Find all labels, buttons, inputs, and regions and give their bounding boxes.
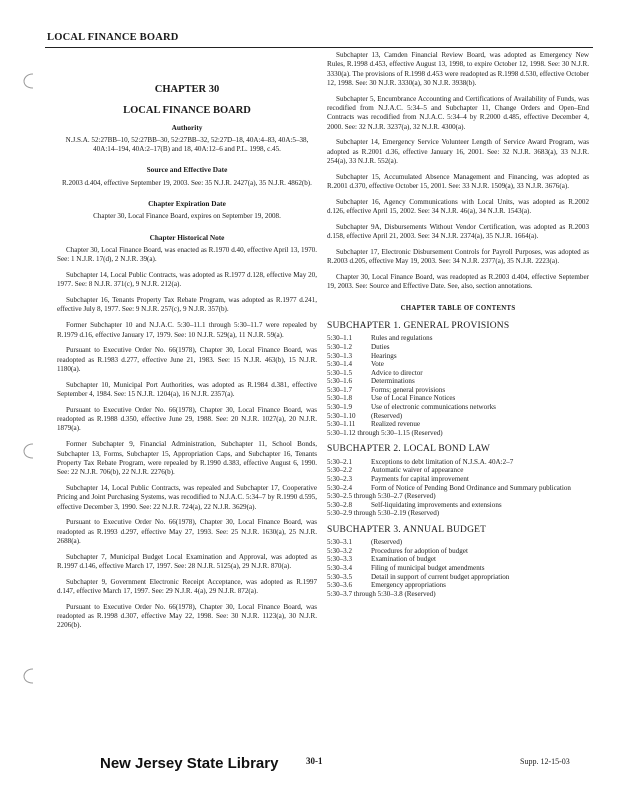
toc-entry — [327, 343, 589, 352]
history-paragraph: Subchapter 14, Emergency Service Volunteer Length of Service Award Program, was adopted as R.2001 d.36, effective January 16, 2001. See: 32 N.J.R. 3683(a), 33 N.J.R. 254(a), 33 N.J.R. 552(a). — [327, 138, 589, 165]
toc-entry-title: Payments for capital improvement — [371, 474, 469, 483]
toc-heading: CHAPTER TABLE OF CONTENTS — [400, 304, 516, 312]
authority-heading: Authority — [171, 122, 203, 132]
expiration-text: Chapter 30, Local Finance Board, expires on September 19, 2008. — [93, 212, 281, 221]
toc-entry-title: Forms; general provisions — [371, 385, 446, 394]
toc-entry-title: Use of electronic communications networks — [371, 403, 496, 412]
toc-entry — [327, 555, 589, 564]
history-paragraph: Chapter 30, Local Finance Board, was readopted as R.2003 d.404, effective September 19, 2003. See: Source and Effective Date. See, also, section annotations. — [327, 273, 589, 291]
history-paragraph: Pursuant to Executive Order No. 66(1978), Chapter 30, Local Finance Board, was readopted as R.1998 d.307, effective May 22, 1998. See: 30 N.J.R. 1123(a), 30 N.J.R. 2206(b). — [57, 602, 317, 630]
toc-entry-number: 5:30–3.2 — [327, 546, 353, 555]
header-rule — [45, 47, 593, 48]
toc-entry-title: Use of Local Finance Notices — [371, 394, 456, 403]
history-paragraph: Pursuant to Executive Order No. 66(1978), Chapter 30, Local Finance Board, was readopted as R.1983 d.277, effective June 21, 1983. See: 15 N.J.R. 463(b), 15 N.J.R. 1180(a). — [57, 346, 317, 373]
subchapter-heading: SUBCHAPTER 3. ANNUAL BUDGET — [327, 524, 487, 535]
history-paragraph: Subchapter 10, Municipal Port Authorities, was adopted as R.1984 d.381, effective September 4, 1984. See: 15 N.J.R. 1204(a), 16 N.J.R. 2357(a). — [57, 380, 317, 399]
toc-entry-number: 5:30–1.4 — [327, 360, 353, 369]
toc-entry — [327, 420, 589, 429]
history-paragraph: Subchapter 15, Accumulated Absence Management and Financing, was adopted as R.2001 d.370, effective October 15, 2001. See: 33 N.J.R. 1509(a), 33 N.J.R. 3676(a). — [327, 172, 589, 191]
toc-entry-number: 5:30–2.8 — [327, 500, 353, 509]
toc-entry — [327, 547, 589, 556]
history-paragraph: Subchapter 16, Agency Communications with Local Units, was adopted as R.2002 d.126, effective April 15, 2002. See: 34 N.J.R. 46(a), 34 N.J.R. 1543(a). — [327, 197, 589, 216]
toc-entry-title: Advice to director — [371, 368, 423, 377]
toc-entry-title: Procedures for adoption of budget — [371, 546, 468, 555]
history-paragraph: Subchapter 13, Camden Financial Review Board, was adopted as Emergency New Rules, R.1998 d.453, effective August 13, 1998, to expire October 12, 1998. See: 30 N.J.R. 3330(a). The provisions of R.1998 d.453 were readopted as R.1998 d.530, effective October 12, 1998. See: 30 N.J.R. 3330(a), 30 N.J.R. 3938(b). — [327, 51, 589, 87]
toc-entry-title: Detail in support of current budget appropriation — [371, 572, 510, 581]
toc-entry-title: Determinations — [371, 377, 415, 386]
history-paragraph: Subchapter 5, Encumbrance Accounting and Certifications of Availability of Funds, was recodified from N.J.A.C. 5:34–5 and Subchapter 11, Change Orders and Open–End Contracts was recodified from N.J.A.C. 5:34–4 by R.2000 d.485, effective December 4, 2000. See: 32 N.J.R. 3237(a), 32 N.J.R. 4300(a). — [327, 94, 589, 131]
toc-entry — [327, 501, 589, 510]
toc-entry-number: 5:30–1.7 — [327, 385, 353, 394]
toc-entry — [327, 475, 589, 484]
history-paragraph: Former Subchapter 9, Financial Administration, Subchapter 11, School Bonds, Subchapter 13, Forms, Subchapter 15, Appropriation Caps, and Subchapter 16, Tenants Property Tax Rebate Program, were repealed by R.1990 d.383, effective August 6, 1990. See: 22 N.J.R. 706(b), 22 N.J.R. 2276(b). — [57, 440, 317, 477]
toc-entry-title: Rules and regulations — [371, 334, 433, 343]
chapter-name: LOCAL FINANCE BOARD — [123, 105, 251, 117]
running-head: LOCAL FINANCE BOARD — [47, 32, 179, 43]
toc-entry-number: 5:30–1.8 — [327, 394, 353, 403]
toc-entry — [327, 394, 589, 403]
toc-entry-title: (Reserved) — [371, 538, 403, 547]
toc-entry-reserved: 5:30–1.12 through 5:30–1.15 (Reserved) — [327, 428, 443, 437]
toc-entry — [327, 334, 589, 343]
toc-entry — [327, 538, 589, 547]
toc-entry — [327, 369, 589, 378]
history-paragraph: Subchapter 17, Electronic Disbursement Controls for Payroll Purposes, was adopted as R.2003 d.205, effective May 19, 2003. See: 34 N.J.R. 2377(a), 35 N.J.R. 2223(a). — [327, 248, 589, 266]
toc-entry-reserved: 5:30–3.7 through 5:30–3.8 (Reserved) — [327, 589, 436, 598]
expiration-heading: Chapter Expiration Date — [148, 199, 226, 209]
subchapter-heading: SUBCHAPTER 1. GENERAL PROVISIONS — [327, 321, 510, 332]
toc-entry-title: Exceptions to debt limitation of N.J.S.A. 40A:2–7 — [371, 457, 514, 466]
toc-entry-number: 5:30–2.3 — [327, 474, 353, 483]
history-paragraph: Former Subchapter 10 and N.J.A.C. 5:30–11.1 through 5:30–11.7 were repealed by R.1979 d.16, effective January 17, 1979. See: 10 N.J.R. 529(a), 11 N.J.R. 59(a). — [57, 321, 317, 339]
toc-entry-number: 5:30–2.1 — [327, 457, 353, 466]
source-heading: Source and Effective Date — [146, 165, 228, 175]
punch-hole-icon — [22, 667, 36, 685]
toc-entry-title: Realized revenue — [371, 420, 421, 429]
toc-entry — [327, 581, 589, 590]
supplement-date: Supp. 12-15-03 — [520, 757, 570, 766]
toc-entry-number: 5:30–1.11 — [327, 420, 356, 429]
chapter-title: CHAPTER 30 — [154, 84, 220, 95]
history-paragraph: Subchapter 14, Local Public Contracts, was adopted as R.1977 d.128, effective May 20, 1977. See: 8 N.J.R. 371(c), 9 N.J.R. 212(a). — [57, 271, 317, 289]
toc-entry — [327, 377, 589, 386]
toc-entry — [327, 412, 589, 421]
toc-entry-title: Examination of budget — [371, 555, 437, 564]
toc-entry — [327, 403, 589, 412]
toc-entry-title: Emergency appropriations — [371, 581, 446, 590]
history-paragraph: Subchapter 9A, Disbursements Without Vendor Certification, was adopted as R.2003 d.158, effective April 21, 2003. See: 34 N.J.R. 2374(a), 35 N.J.R. 1664(a). — [327, 222, 589, 241]
history-paragraph: Pursuant to Executive Order No. 66(1978), Chapter 30, Local Finance Board, was readopted as R.1988 d.350, effective June 29, 1988. See: 20 N.J.R. 1027(a), 20 N.J.R. 1879(a). — [57, 405, 317, 433]
toc-entry-number: 5:30–1.6 — [327, 377, 353, 386]
punch-hole-icon — [22, 442, 36, 460]
toc-entry-reserved: 5:30–2.5 through 5:30–2.7 (Reserved) — [327, 492, 436, 501]
toc-entry-title: Form of Notice of Pending Bond Ordinance and Summary publication — [371, 483, 571, 492]
toc-entry-number: 5:30–2.4 — [327, 483, 353, 492]
toc-entry-number: 5:30–1.3 — [327, 351, 353, 360]
toc-entry — [327, 352, 589, 361]
source-text: R.2003 d.404, effective September 19, 2003. See: 35 N.J.R. 2427(a), 35 N.J.R. 4862(b). — [62, 178, 312, 187]
toc-entry-number: 5:30–3.6 — [327, 581, 353, 590]
toc-entry — [327, 386, 589, 395]
toc-entry-number: 5:30–1.10 — [327, 411, 356, 420]
toc-entry-number: 5:30–3.4 — [327, 563, 353, 572]
history-paragraph: Chapter 30, Local Finance Board, was enacted as R.1970 d.40, effective April 13, 1970. See: 1 N.J.R. 17(d), 2 N.J.R. 39(a). — [57, 245, 317, 264]
toc-entry-title: Automatic waiver of appearance — [371, 466, 464, 475]
toc-entry-number: 5:30–2.2 — [327, 466, 353, 475]
toc-entry-number: 5:30–3.1 — [327, 538, 353, 547]
toc-entry-title: Duties — [371, 342, 390, 351]
toc-entry-title: (Reserved) — [371, 411, 403, 420]
toc-entry — [327, 466, 589, 475]
toc-entry — [327, 360, 589, 369]
history-heading: Chapter Historical Note — [149, 232, 225, 242]
history-paragraph: Pursuant to Executive Order No. 66(1978), Chapter 30, Local Finance Board, was readopted as R.1993 d.297, effective May 27, 1993. See: 25 N.J.R. 1630(a), 25 N.J.R. 2688(a). — [57, 518, 317, 545]
punch-hole-icon — [22, 72, 36, 90]
toc-entry-reserved: 5:30–2.9 through 5:30–2.19 (Reserved) — [327, 509, 440, 518]
subchapter-heading: SUBCHAPTER 2. LOCAL BOND LAW — [327, 444, 491, 455]
library-stamp: New Jersey State Library — [100, 755, 279, 772]
history-paragraph: Subchapter 14, Local Public Contracts, was repealed and Subchapter 17, Cooperative Pricing and Joint Purchasing Systems, was recodified to N.J.A.C. 5:34–7 by R.1990 d.595, effective December 3, 1990. See: 22 N.J.R. 724(a), 22 N.J.R. 3629(a). — [57, 483, 317, 511]
history-paragraph: Subchapter 9, Government Electronic Receipt Acceptance, was adopted as R.1997 d.147, effective March 17, 1997. See: 29 N.J.R. 4(a), 29 N.J.R. 872(a). — [57, 577, 317, 596]
toc-entry-number: 5:30–1.1 — [327, 334, 353, 343]
toc-entry — [327, 573, 589, 582]
toc-entry-number: 5:30–3.5 — [327, 572, 353, 581]
toc-entry — [327, 484, 589, 493]
history-paragraph: Subchapter 16, Tenants Property Tax Rebate Program, was adopted as R.1977 d.241, effective July 8, 1977. See: 9 N.J.R. 257(c), 9 N.J.R. 357(b). — [57, 296, 317, 314]
left-column — [57, 77, 317, 637]
page-number: 30-1 — [306, 756, 323, 766]
toc-entry-title: Self-liquidating improvements and extensions — [371, 500, 502, 509]
right-column — [327, 51, 589, 598]
history-paragraph: Subchapter 7, Municipal Budget Local Examination and Approval, was adopted as R.1997 d.146, effective March 17, 1997. See: 28 N.J.R. 5125(a), 29 N.J.R. 870(a). — [57, 552, 317, 570]
toc-entry-title: Filing of municipal budget amendments — [371, 563, 485, 572]
toc-entry-title: Vote — [371, 360, 384, 369]
toc-entry — [327, 458, 589, 467]
toc-entry-number: 5:30–1.2 — [327, 342, 353, 351]
toc-entry-number: 5:30–1.5 — [327, 368, 353, 377]
authority-text: N.J.S.A. 52:27BB–10, 52:27BB–30, 52:27BB–32, 52:27D–18, 40A:4–83, 40A:5–38, 40A:14–194, 40A:2–17(B) and 18, 40A:12–6 and P.L. 1998, c.45. — [65, 135, 309, 154]
toc-entry — [327, 564, 589, 573]
toc-entry-number: 5:30–1.9 — [327, 403, 353, 412]
toc-entry-title: Hearings — [371, 351, 397, 360]
toc-entry-number: 5:30–3.3 — [327, 555, 353, 564]
